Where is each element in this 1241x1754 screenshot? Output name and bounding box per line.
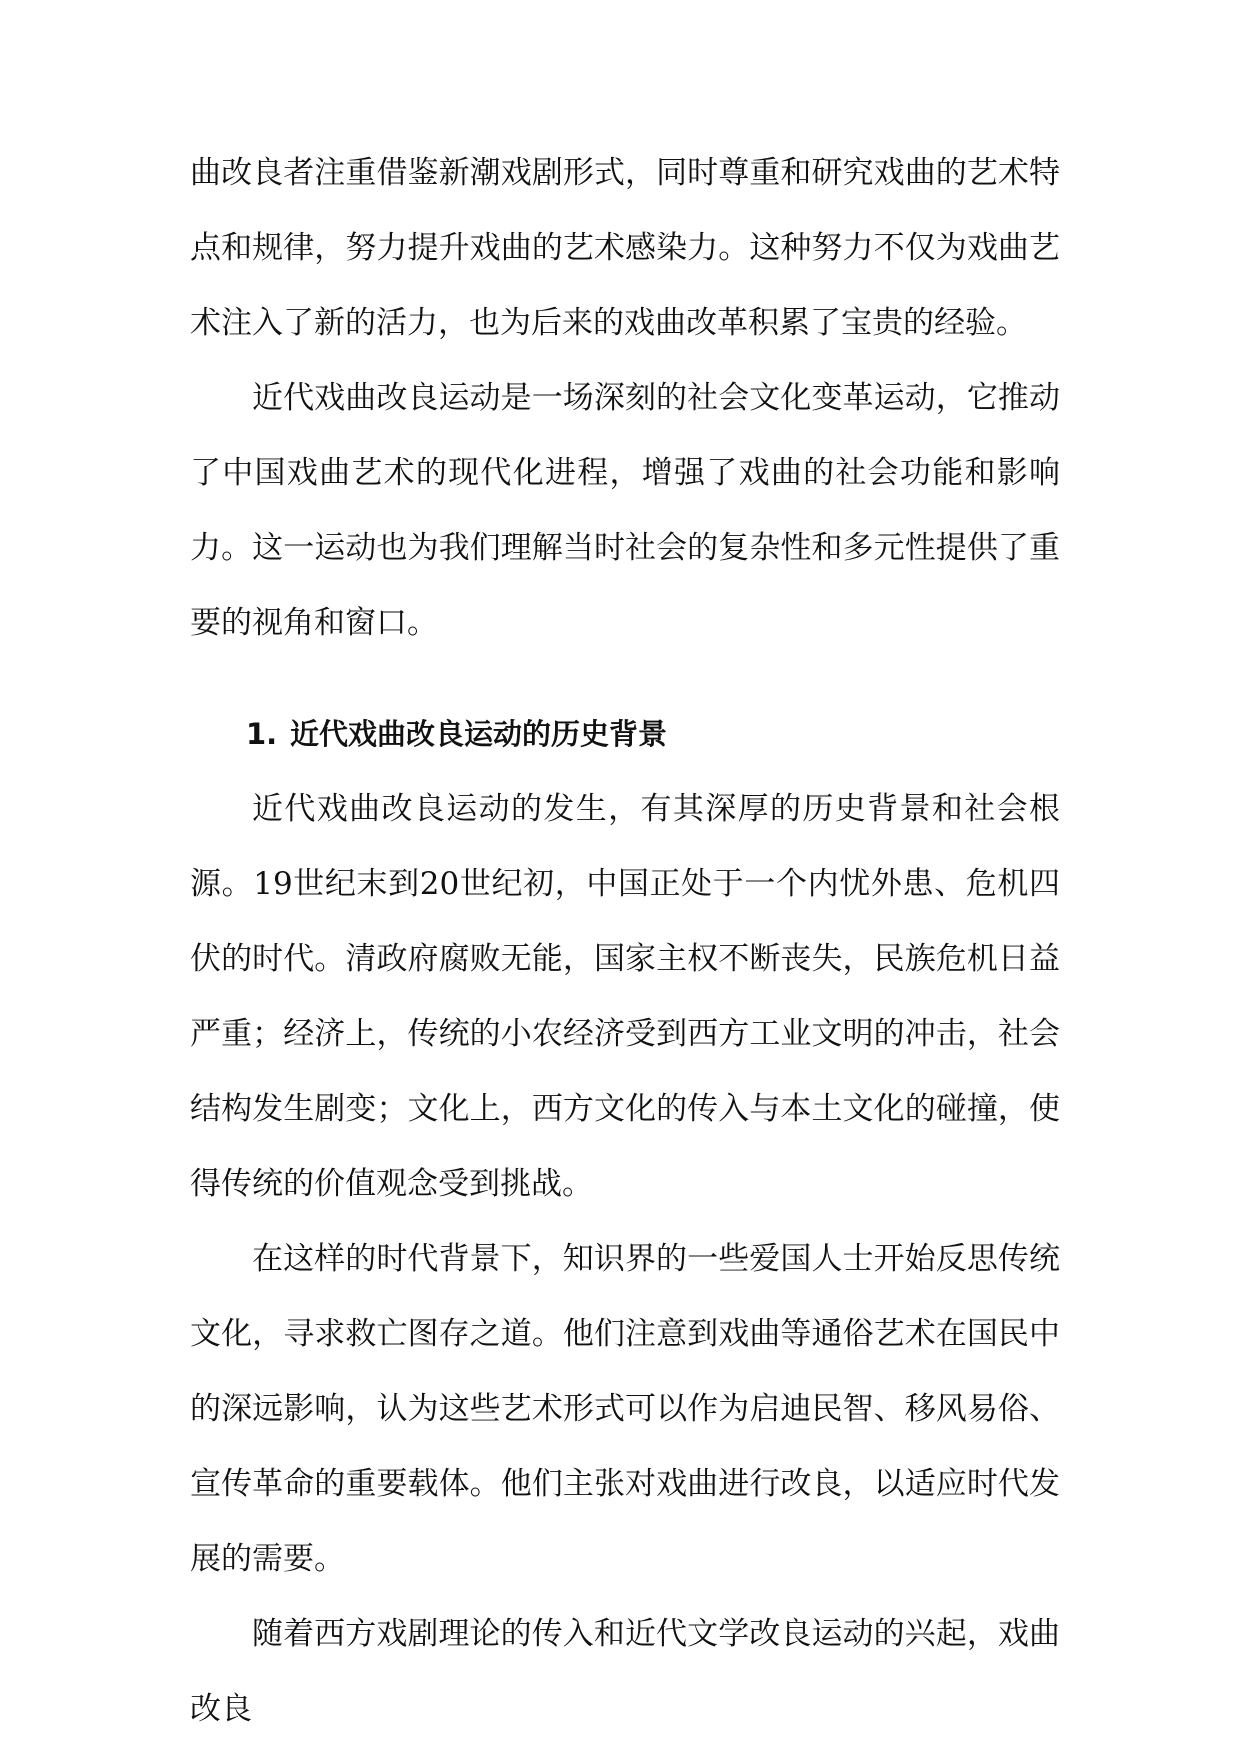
paragraph: 近代戏曲改良运动的发生，有其深厚的历史背景和社会根源。19世纪末到20世纪初，中国正处于一个内忧外患、危机四伏的时代。清政府腐败无能，国家主权不断丧失，民族危机日益严重；经济上，传统的小农经济受到西方工业文明的冲击，社会结构发生剧变；文化上，西方文化的传入与本土文化的碰撞，使得传统的价值观念受到挑战。 [190, 791, 1060, 1202]
paragraph: 随着西方戏剧理论的传入和近代文学改良运动的兴起，戏曲改良 [190, 1616, 1060, 1727]
body-text-bottom [190, 772, 1060, 1747]
paragraph: 近代戏曲改良运动是一场深刻的社会文化变革运动，它推动了中国戏曲艺术的现代化进程，增强了戏曲的社会功能和影响力。这一运动也为我们理解当时社会的复杂性和多元性提供了重要的视角和窗口。 [190, 380, 1060, 641]
paragraph: 在这样的时代背景下，知识界的一些爱国人士开始反思传统文化，寻求救亡图存之道。他们注意到戏曲等通俗艺术在国民中的深远影响，认为这些艺术形式可以作为启迪民智、移风易俗、宣传革命的重要载体。他们主张对戏曲进行改良，以适应时代发展的需要。 [190, 1241, 1060, 1577]
body-text-top [190, 136, 1060, 661]
section-heading-block [190, 697, 1060, 772]
section-number: 1. [246, 717, 278, 751]
section-heading [190, 697, 1060, 772]
section-title: 近代戏曲改良运动的历史背景 [290, 717, 668, 751]
paragraph: 曲改良者注重借鉴新潮戏剧形式，同时尊重和研究戏曲的艺术特点和规律，努力提升戏曲的艺术感染力。这种努力不仅为戏曲艺术注入了新的活力，也为后来的戏曲改革积累了宝贵的经验。 [190, 155, 1060, 341]
